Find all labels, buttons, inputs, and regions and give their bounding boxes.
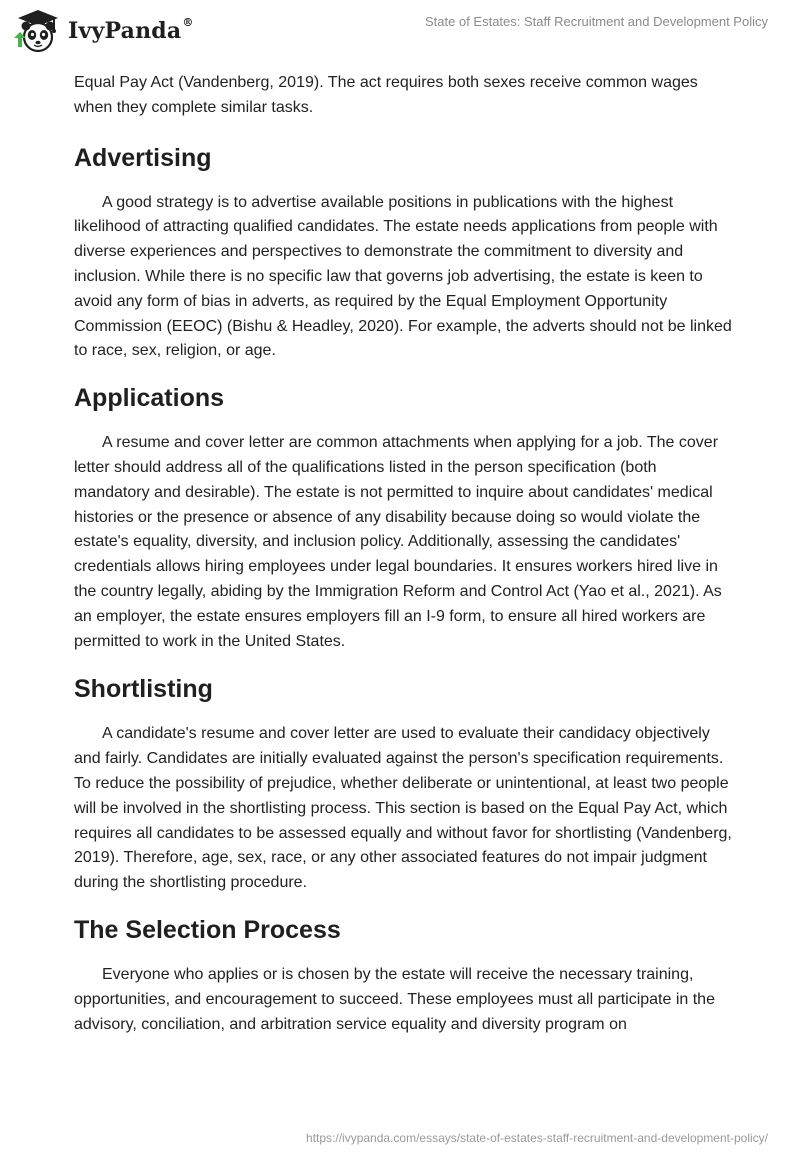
paragraph-advertising: A good strategy is to advertise available positions in publications with the highest likelihood of attracting qualified candidates. The estate needs applications from people with diverse experiences and perspectives to demonstrate the commitment to diversity and inclusion. While there is no specific law that governs job advertising, the estate is keen to avoid any form of bias in adverts, as required by the Equal Employment Opportunity Commission (EEOC) (Bishu & Headley, 2020). For example, the adverts should not be linked to race, sex, religion, or age. — [74, 193, 732, 360]
intro-paragraph: Equal Pay Act (Vandenberg, 2019). The act requires both sexes receive common wages when they complete similar tasks. — [74, 74, 698, 116]
heading-advertising: Advertising — [74, 143, 212, 172]
paragraph-selection-process: Everyone who applies or is chosen by the estate will receive the necessary training, opportunities, and encouragement to succeed. These employees must all participate in the advisory, conciliation, and arbitration service equality and diversity program on — [74, 965, 715, 1033]
panda-graduate-icon — [12, 8, 64, 54]
paragraph-shortlisting: A candidate's resume and cover letter are used to evaluate their candidacy objectively and fairly. Candidates are initially evaluated against the person's specification requirements. To reduce the possibility of prejudice, whether deliberate or unintentional, at least two people will be involved in the shortlisting process. This section is based on the Equal Pay Act, which requires all candidates to be assessed equally and without favor for shortlisting (Vandenberg, 2019). Therefore, age, sex, race, or any other associated features do not impair judgment during the shortlisting procedure. — [74, 725, 732, 892]
logo-name: IvyPanda — [68, 18, 182, 44]
page-header — [0, 0, 800, 62]
source-url[interactable]: https://ivypanda.com/essays/state-of-estates-staff-recruitment-and-development-policy/ — [306, 1131, 768, 1145]
document-title: State of Estates: Staff Recruitment and Development Policy — [425, 14, 768, 29]
logo-wordmark — [68, 18, 194, 44]
heading-shortlisting: Shortlisting — [74, 675, 213, 704]
essay-content — [74, 71, 734, 1037]
heading-selection-process: The Selection Process — [74, 915, 341, 944]
paragraph-applications: A resume and cover letter are common attachments when applying for a job. The cover letter should address all of the qualifications listed in the person specification (both mandatory and desirable). The estate is not permitted to inquire about candidates' medical histories or the presence or absence of any disability because doing so would violate the estate's equality, diversity, and inclusion policy. Additionally, assessing the candidates' credentials allows hiring employees under legal boundaries. It ensures workers hired live in the country legally, abiding by the Immigration Reform and Control Act (Yao et al., 2021). As an employer, the estate ensures employers fill an I-9 form, to ensure all hired workers are permitted to work in the United States. — [74, 434, 722, 650]
ivypanda-logo[interactable] — [12, 8, 194, 54]
heading-applications: Applications — [74, 384, 225, 413]
registered-mark: ® — [182, 16, 194, 29]
